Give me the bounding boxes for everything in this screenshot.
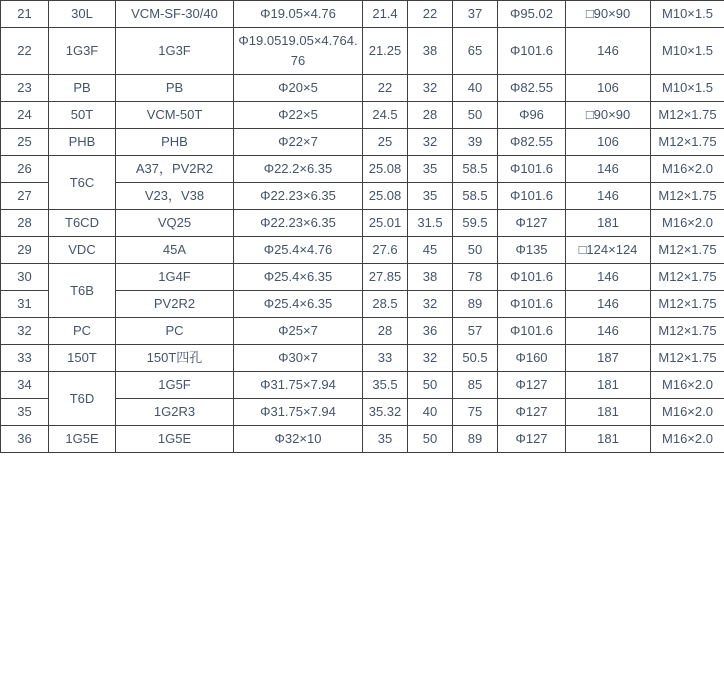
table-cell-seal-dimension: Φ22×7 bbox=[234, 129, 363, 156]
table-cell-outer-diameter: Φ82.55 bbox=[498, 75, 566, 102]
table-row bbox=[1, 129, 724, 156]
table-cell-dim-b: 32 bbox=[408, 345, 453, 372]
table-cell-seal-dimension: Φ25.4×6.35 bbox=[234, 264, 363, 291]
table-cell-thread-spec: M16×2.0 bbox=[651, 426, 724, 453]
table-cell-model: VCM-50T bbox=[116, 102, 234, 129]
table-cell-dim-b: 38 bbox=[408, 264, 453, 291]
table-cell-outer-diameter: Φ101.6 bbox=[498, 291, 566, 318]
table-cell-thread-spec: M12×1.75 bbox=[651, 183, 724, 210]
table-cell-flange-size: □90×90 bbox=[566, 102, 651, 129]
table-cell-seal-dimension: Φ25.4×6.35 bbox=[234, 291, 363, 318]
table-cell-dim-c: 58.5 bbox=[453, 156, 498, 183]
table-cell-dim-c: 39 bbox=[453, 129, 498, 156]
table-cell-dim-c: 40 bbox=[453, 75, 498, 102]
table-cell-seal-dimension: Φ19.05×4.76 bbox=[234, 1, 363, 28]
table-cell-model: PV2R2 bbox=[116, 291, 234, 318]
table-cell-dim-c: 78 bbox=[453, 264, 498, 291]
table-cell-thread-spec: M16×2.0 bbox=[651, 399, 724, 426]
table-cell-outer-diameter: Φ127 bbox=[498, 372, 566, 399]
table-cell-model: VCM-SF-30/40 bbox=[116, 1, 234, 28]
table-cell-flange-size: 181 bbox=[566, 372, 651, 399]
table-cell-row-number: 30 bbox=[1, 264, 49, 291]
table-cell-row-number: 23 bbox=[1, 75, 49, 102]
table-cell-model: PC bbox=[116, 318, 234, 345]
table-cell-outer-diameter: Φ160 bbox=[498, 345, 566, 372]
table-cell-model: 45A bbox=[116, 237, 234, 264]
table-cell-outer-diameter: Φ82.55 bbox=[498, 129, 566, 156]
table-cell-thread-spec: M12×1.75 bbox=[651, 345, 724, 372]
table-cell-row-number: 33 bbox=[1, 345, 49, 372]
table-cell-model: 1G4F bbox=[116, 264, 234, 291]
table-cell-dim-c: 50.5 bbox=[453, 345, 498, 372]
table-cell-dim-c: 37 bbox=[453, 1, 498, 28]
table-cell-seal-dimension: Φ22.2×6.35 bbox=[234, 156, 363, 183]
table-cell-dim-a: 22 bbox=[363, 75, 408, 102]
table-cell-dim-a: 21.4 bbox=[363, 1, 408, 28]
table-cell-flange-size: □124×124 bbox=[566, 237, 651, 264]
table-cell-thread-spec: M10×1.5 bbox=[651, 75, 724, 102]
table-cell-thread-spec: M12×1.75 bbox=[651, 318, 724, 345]
table-cell-series-type: PHB bbox=[49, 129, 116, 156]
table-cell-model: A37，PV2R2 bbox=[116, 156, 234, 183]
table-cell-seal-dimension: Φ32×10 bbox=[234, 426, 363, 453]
table-cell-thread-spec: M12×1.75 bbox=[651, 129, 724, 156]
table-cell-thread-spec: M10×1.5 bbox=[651, 1, 724, 28]
table-cell-dim-b: 35 bbox=[408, 183, 453, 210]
table-cell-flange-size: □90×90 bbox=[566, 1, 651, 28]
table-cell-series-type: 50T bbox=[49, 102, 116, 129]
table-cell-thread-spec: M12×1.75 bbox=[651, 237, 724, 264]
table-cell-flange-size: 146 bbox=[566, 183, 651, 210]
table-cell-flange-size: 181 bbox=[566, 426, 651, 453]
table-cell-dim-a: 33 bbox=[363, 345, 408, 372]
table-cell-row-number: 35 bbox=[1, 399, 49, 426]
table-cell-row-number: 25 bbox=[1, 129, 49, 156]
table-cell-series-type: PB bbox=[49, 75, 116, 102]
table-cell-dim-a: 25.08 bbox=[363, 183, 408, 210]
table-cell-model: 1G5F bbox=[116, 372, 234, 399]
table-cell-dim-a: 21.25 bbox=[363, 28, 408, 75]
table-cell-model: V23，V38 bbox=[116, 183, 234, 210]
table-cell-dim-c: 89 bbox=[453, 426, 498, 453]
table-cell-flange-size: 106 bbox=[566, 75, 651, 102]
table-cell-series-type: VDC bbox=[49, 237, 116, 264]
table-cell-row-number: 21 bbox=[1, 1, 49, 28]
table-cell-dim-a: 35.5 bbox=[363, 372, 408, 399]
table-cell-flange-size: 146 bbox=[566, 28, 651, 75]
table-cell-dim-a: 35 bbox=[363, 426, 408, 453]
table-cell-thread-spec: M12×1.75 bbox=[651, 291, 724, 318]
spec-table-body bbox=[1, 1, 724, 453]
table-row bbox=[1, 102, 724, 129]
table-cell-flange-size: 181 bbox=[566, 210, 651, 237]
table-cell-series-type: T6D bbox=[49, 372, 116, 426]
table-cell-dim-c: 50 bbox=[453, 237, 498, 264]
table-cell-dim-a: 25.01 bbox=[363, 210, 408, 237]
table-row bbox=[1, 156, 724, 183]
table-row bbox=[1, 75, 724, 102]
table-cell-seal-dimension: Φ19.0519.05×4.764.76 bbox=[234, 28, 363, 75]
table-cell-dim-a: 25.08 bbox=[363, 156, 408, 183]
table-cell-dim-a: 27.6 bbox=[363, 237, 408, 264]
table-cell-seal-dimension: Φ31.75×7.94 bbox=[234, 372, 363, 399]
table-cell-row-number: 31 bbox=[1, 291, 49, 318]
table-cell-flange-size: 146 bbox=[566, 318, 651, 345]
table-cell-dim-b: 45 bbox=[408, 237, 453, 264]
table-cell-series-type: PC bbox=[49, 318, 116, 345]
table-cell-dim-b: 50 bbox=[408, 426, 453, 453]
table-cell-seal-dimension: Φ25.4×4.76 bbox=[234, 237, 363, 264]
table-cell-dim-c: 65 bbox=[453, 28, 498, 75]
table-cell-series-type: T6C bbox=[49, 156, 116, 210]
table-cell-dim-c: 57 bbox=[453, 318, 498, 345]
table-cell-dim-a: 24.5 bbox=[363, 102, 408, 129]
table-cell-flange-size: 181 bbox=[566, 399, 651, 426]
table-row bbox=[1, 1, 724, 28]
table-cell-series-type: 1G5E bbox=[49, 426, 116, 453]
table-cell-flange-size: 146 bbox=[566, 291, 651, 318]
table-cell-dim-b: 32 bbox=[408, 291, 453, 318]
table-cell-thread-spec: M12×1.75 bbox=[651, 264, 724, 291]
table-cell-outer-diameter: Φ95.02 bbox=[498, 1, 566, 28]
table-cell-dim-b: 50 bbox=[408, 372, 453, 399]
table-cell-dim-b: 36 bbox=[408, 318, 453, 345]
table-cell-dim-b: 38 bbox=[408, 28, 453, 75]
table-cell-model: 1G5E bbox=[116, 426, 234, 453]
table-cell-dim-c: 50 bbox=[453, 102, 498, 129]
table-cell-seal-dimension: Φ31.75×7.94 bbox=[234, 399, 363, 426]
table-cell-dim-b: 32 bbox=[408, 129, 453, 156]
table-cell-outer-diameter: Φ101.6 bbox=[498, 156, 566, 183]
table-cell-series-type: T6B bbox=[49, 264, 116, 318]
table-cell-outer-diameter: Φ135 bbox=[498, 237, 566, 264]
table-cell-series-type: 150T bbox=[49, 345, 116, 372]
table-cell-seal-dimension: Φ25×7 bbox=[234, 318, 363, 345]
table-cell-seal-dimension: Φ22.23×6.35 bbox=[234, 210, 363, 237]
table-cell-dim-c: 75 bbox=[453, 399, 498, 426]
table-row bbox=[1, 237, 724, 264]
table-cell-dim-c: 58.5 bbox=[453, 183, 498, 210]
table-cell-dim-a: 27.85 bbox=[363, 264, 408, 291]
table-cell-outer-diameter: Φ96 bbox=[498, 102, 566, 129]
table-cell-series-type: 1G3F bbox=[49, 28, 116, 75]
table-cell-thread-spec: M12×1.75 bbox=[651, 102, 724, 129]
table-row bbox=[1, 426, 724, 453]
table-cell-row-number: 22 bbox=[1, 28, 49, 75]
table-cell-model: PHB bbox=[116, 129, 234, 156]
table-cell-seal-dimension: Φ20×5 bbox=[234, 75, 363, 102]
table-row bbox=[1, 318, 724, 345]
table-cell-seal-dimension: Φ22.23×6.35 bbox=[234, 183, 363, 210]
table-row bbox=[1, 28, 724, 75]
table-cell-seal-dimension: Φ30×7 bbox=[234, 345, 363, 372]
table-cell-outer-diameter: Φ127 bbox=[498, 210, 566, 237]
table-cell-model: PB bbox=[116, 75, 234, 102]
table-row bbox=[1, 372, 724, 399]
table-cell-dim-a: 35.32 bbox=[363, 399, 408, 426]
table-cell-outer-diameter: Φ101.6 bbox=[498, 264, 566, 291]
table-cell-series-type: T6CD bbox=[49, 210, 116, 237]
table-row bbox=[1, 345, 724, 372]
table-cell-flange-size: 106 bbox=[566, 129, 651, 156]
table-cell-model: VQ25 bbox=[116, 210, 234, 237]
table-cell-model: 150T四孔 bbox=[116, 345, 234, 372]
table-cell-dim-c: 89 bbox=[453, 291, 498, 318]
table-cell-dim-a: 25 bbox=[363, 129, 408, 156]
table-cell-row-number: 24 bbox=[1, 102, 49, 129]
table-row bbox=[1, 210, 724, 237]
table-cell-outer-diameter: Φ127 bbox=[498, 426, 566, 453]
table-cell-model: 1G3F bbox=[116, 28, 234, 75]
table-cell-row-number: 34 bbox=[1, 372, 49, 399]
table-cell-row-number: 27 bbox=[1, 183, 49, 210]
table-cell-seal-dimension: Φ22×5 bbox=[234, 102, 363, 129]
table-cell-outer-diameter: Φ101.6 bbox=[498, 28, 566, 75]
table-row bbox=[1, 264, 724, 291]
table-cell-outer-diameter: Φ101.6 bbox=[498, 318, 566, 345]
table-cell-series-type: 30L bbox=[49, 1, 116, 28]
table-cell-dim-b: 40 bbox=[408, 399, 453, 426]
table-cell-dim-a: 28.5 bbox=[363, 291, 408, 318]
table-cell-flange-size: 146 bbox=[566, 264, 651, 291]
table-cell-dim-c: 59.5 bbox=[453, 210, 498, 237]
table-cell-row-number: 26 bbox=[1, 156, 49, 183]
table-cell-dim-b: 35 bbox=[408, 156, 453, 183]
table-cell-dim-a: 28 bbox=[363, 318, 408, 345]
table-cell-thread-spec: M10×1.5 bbox=[651, 28, 724, 75]
table-cell-thread-spec: M16×2.0 bbox=[651, 210, 724, 237]
table-cell-flange-size: 187 bbox=[566, 345, 651, 372]
table-cell-model: 1G2R3 bbox=[116, 399, 234, 426]
table-cell-dim-c: 85 bbox=[453, 372, 498, 399]
table-cell-outer-diameter: Φ101.6 bbox=[498, 183, 566, 210]
table-cell-row-number: 36 bbox=[1, 426, 49, 453]
table-cell-dim-b: 28 bbox=[408, 102, 453, 129]
table-cell-flange-size: 146 bbox=[566, 156, 651, 183]
table-cell-dim-b: 32 bbox=[408, 75, 453, 102]
table-cell-row-number: 28 bbox=[1, 210, 49, 237]
table-cell-row-number: 32 bbox=[1, 318, 49, 345]
table-cell-outer-diameter: Φ127 bbox=[498, 399, 566, 426]
table-cell-row-number: 29 bbox=[1, 237, 49, 264]
table-cell-thread-spec: M16×2.0 bbox=[651, 156, 724, 183]
table-cell-dim-b: 31.5 bbox=[408, 210, 453, 237]
table-cell-dim-b: 22 bbox=[408, 1, 453, 28]
table-cell-thread-spec: M16×2.0 bbox=[651, 372, 724, 399]
